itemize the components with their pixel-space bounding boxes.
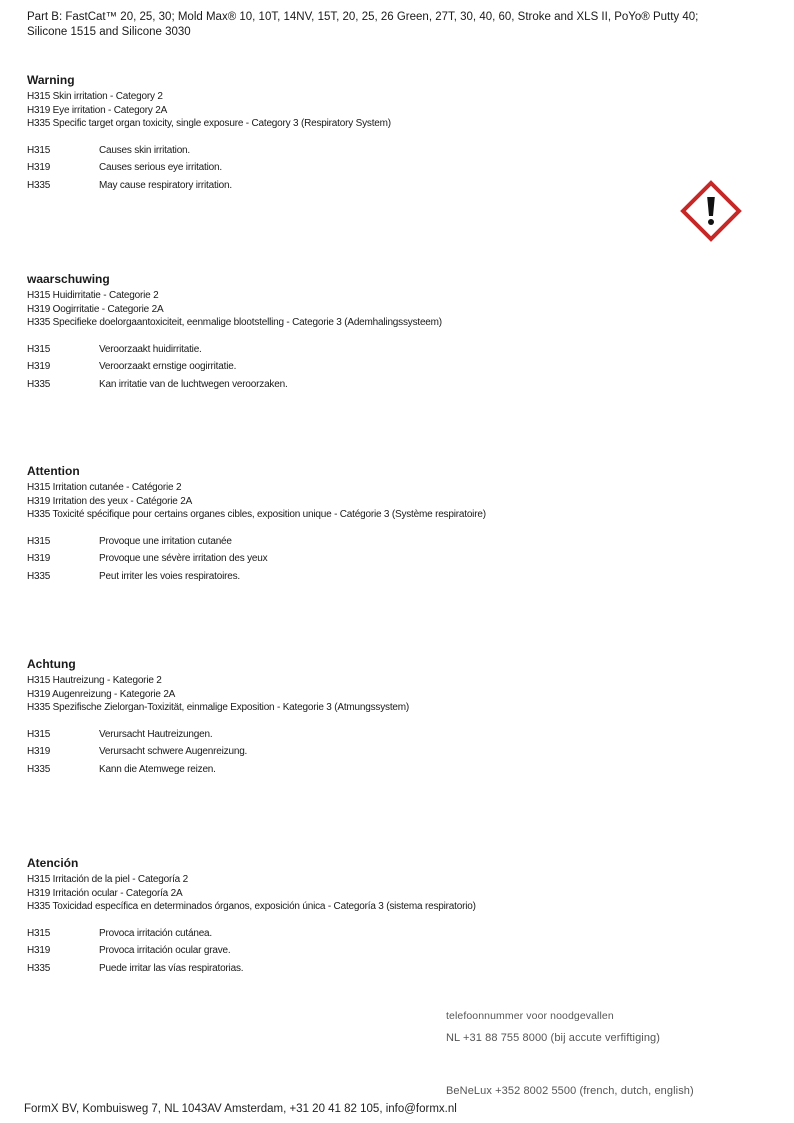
signal-word: Achtung: [27, 657, 76, 671]
hazard-statement: [27, 376, 677, 394]
hazard-statements: [27, 341, 677, 394]
classification-line: H335 Spezifische Zielorgan-Toxizität, einmalige Exposition - Kategorie 3 (Atmungssystem): [27, 702, 410, 713]
hazard-section-spanish: [27, 856, 677, 977]
hazard-section-french: [27, 464, 677, 585]
hazard-statement: [27, 761, 677, 779]
signal-word: Attention: [27, 464, 80, 478]
hazard-text: Veroorzaakt huidirritatie.: [99, 343, 202, 355]
hazard-statement: [27, 960, 677, 978]
hazard-statement: [27, 726, 677, 744]
hazard-code: H335: [27, 179, 51, 191]
emergency-phone-benelux: BeNeLux +352 8002 5500 (french, dutch, english): [446, 1085, 694, 1097]
classification-line: H319 Augenreizung - Kategorie 2A: [27, 688, 176, 700]
hazard-text: Peut irriter les voies respiratoires.: [99, 570, 240, 582]
classification-line: H335 Specifieke doelorgaantoxiciteit, eenmalige blootstelling - Categorie 3 (Ademhalingssysteem): [27, 317, 442, 328]
hazard-code: H315: [27, 927, 51, 939]
hazard-statement: [27, 142, 677, 160]
hazard-statement: [27, 341, 677, 359]
classification-line: H335 Specific target organ toxicity, single exposure - Category 3 (Respiratory System): [27, 118, 391, 129]
hazard-statement: [27, 159, 677, 177]
hazard-text: Veroorzaakt ernstige oogirritatie.: [99, 361, 237, 372]
hazard-statements: [27, 533, 677, 586]
hazard-statement: [27, 743, 677, 761]
hazard-statement: [27, 358, 677, 376]
hazard-text: Provoca irritación ocular grave.: [99, 945, 231, 956]
emergency-phone-nl: NL +31 88 755 8000 (bij accute verfiftiging): [446, 1032, 661, 1044]
hazard-code: H315: [27, 144, 51, 156]
classification-line: H315 Irritation cutanée - Catégorie 2: [27, 482, 182, 493]
classification-line: H319 Irritación ocular - Categoría 2A: [27, 887, 183, 899]
product-header: [27, 10, 747, 40]
hazard-code: H315: [27, 535, 51, 547]
hazard-section-dutch: [27, 272, 677, 393]
hazard-text: May cause respiratory irritation.: [99, 179, 232, 191]
hazard-code: H315: [27, 728, 51, 740]
hazard-code: H335: [27, 962, 51, 974]
hazard-text: Provoque une sévère irritation des yeux: [99, 553, 268, 564]
hazard-statement: [27, 550, 677, 568]
hazard-section-english: [27, 73, 677, 194]
hazard-text: Causes serious eye irritation.: [99, 162, 222, 173]
signal-word: waarschuwing: [27, 272, 110, 286]
hazard-code: H335: [27, 570, 51, 582]
hazard-text: Verursacht Hautreizungen.: [99, 728, 213, 740]
hazard-text: Kann die Atemwege reizen.: [99, 763, 216, 775]
classification-line: H319 Eye irritation - Category 2A: [27, 104, 168, 116]
hazard-code: H319: [27, 945, 51, 956]
product-list-line-2: Silicone 1515 and Silicone 3030: [27, 26, 191, 38]
hazard-text: Causes skin irritation.: [99, 144, 190, 156]
hazard-text: Puede irritar las vías respiratorias.: [99, 962, 244, 974]
classification-line: H335 Toxicidad específica en determinados órganos, exposición única - Categoría 3 (sistema respiratorio): [27, 901, 476, 912]
hazard-code: H319: [27, 361, 51, 372]
hazard-text: Kan irritatie van de luchtwegen veroorzaken.: [99, 378, 288, 390]
signal-word: Atención: [27, 856, 79, 870]
hazard-statements: [27, 925, 677, 978]
hazard-statement: [27, 925, 677, 943]
hazard-statement: [27, 942, 677, 960]
classification-line: H315 Irritación de la piel - Categoría 2: [27, 874, 188, 885]
hazard-statement: [27, 177, 677, 195]
emergency-phone-label: telefoonnummer voor noodgevallen: [446, 1010, 614, 1022]
classification-line: H335 Toxicité spécifique pour certains organes cibles, exposition unique - Catégorie 3 (Système respiratoire): [27, 509, 486, 520]
hazard-text: Provoca irritación cutánea.: [99, 927, 212, 939]
hazard-code: H335: [27, 378, 51, 390]
company-footer: FormX BV, Kombuisweg 7, NL 1043AV Amsterdam, +31 20 41 82 105, info@formx.nl: [24, 1103, 457, 1115]
hazard-statement: [27, 568, 677, 586]
classification-line: H315 Skin irritation - Category 2: [27, 91, 163, 102]
classification-line: H319 Oogirritatie - Categorie 2A: [27, 303, 164, 315]
hazard-statements: [27, 726, 677, 779]
hazard-section-german: [27, 657, 677, 778]
signal-word: Warning: [27, 73, 75, 87]
classification-line: H315 Hautreizung - Kategorie 2: [27, 675, 162, 686]
classification-line: H315 Huidirritatie - Categorie 2: [27, 290, 159, 301]
exclamation-mark-hazard-icon: [680, 180, 742, 242]
hazard-text: Verursacht schwere Augenreizung.: [99, 746, 248, 757]
product-list-line-1: Part B: FastCat™ 20, 25, 30; Mold Max® 10, 10T, 14NV, 15T, 20, 25, 26 Green, 27T, 30, 40, 60, Stroke and XLS II, PoYo® Putty 40;: [27, 11, 699, 23]
hazard-code: H319: [27, 746, 51, 757]
hazard-text: Provoque une irritation cutanée: [99, 535, 232, 547]
hazard-statement: [27, 533, 677, 551]
classification-line: H319 Irritation des yeux - Catégorie 2A: [27, 495, 193, 507]
hazard-code: H319: [27, 553, 51, 564]
hazard-code: H319: [27, 162, 51, 173]
hazard-code: H335: [27, 763, 51, 775]
hazard-statements: [27, 142, 677, 195]
hazard-code: H315: [27, 343, 51, 355]
exclamation-dot: [708, 219, 714, 225]
